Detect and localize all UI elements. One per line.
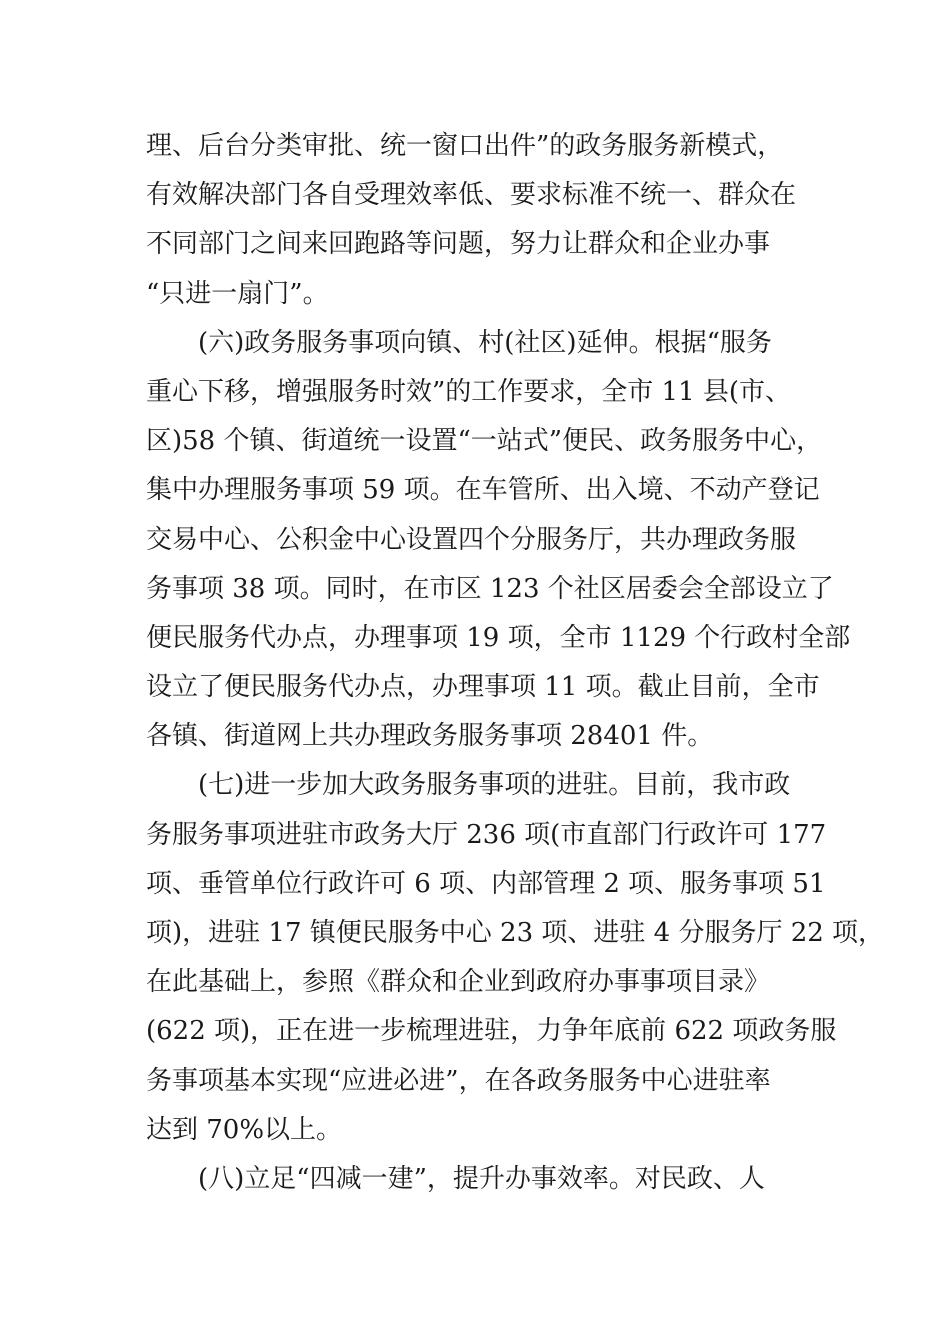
text-line: 设立了便民服务代办点，办理事项 11 项。截止目前，全市: [146, 672, 820, 703]
text-line: 务事项 38 项。同时，在市区 123 个社区居委会全部设立了: [146, 573, 834, 604]
text-line: 便民服务代办点，办理事项 19 项，全市 1129 个行政村全部: [146, 622, 851, 653]
section-heading-line: (八)立足“四减一建”，提升办事效率。对民政、人: [198, 1163, 765, 1194]
text-line: 达到 70%以上。: [146, 1114, 343, 1145]
text-line: 不同部门之间来回跑路等问题，努力让群众和企业办事: [146, 229, 771, 260]
section-heading-line: (六)政务服务事项向镇、村(社区)延伸。根据“服务: [198, 327, 772, 358]
text-line: 集中办理服务事项 59 项。在车管所、出入境、不动产登记: [146, 475, 820, 506]
text-line: “只进一扇门”。: [146, 278, 329, 309]
text-line: 务服务事项进驻市政务大厅 236 项(市直部门行政许可 177: [146, 819, 827, 850]
text-line: 有效解决部门各自受理效率低、要求标准不统一、群众在: [146, 180, 797, 211]
text-line: 项)，进驻 17 镇便民服务中心 23 项、进驻 4 分服务厅 22 项，: [146, 918, 885, 948]
text-line: 各镇、街道网上共办理政务服务事项 28401 件。: [146, 721, 714, 752]
text-line: (622 项)，正在进一步梳理进驻，力争年底前 622 项政务服: [146, 1016, 837, 1047]
section-heading-line: (七)进一步加大政务服务事项的进驻。目前，我市政: [198, 770, 791, 801]
body-text: [146, 122, 885, 1204]
text-line: 区)58 个镇、街道统一设置“一站式”便民、政务服务中心，: [146, 426, 823, 457]
text-line: 重心下移，增强服务时效”的工作要求，全市 11 县(市、: [146, 376, 792, 407]
text-line: 项、垂管单位行政许可 6 项、内部管理 2 项、服务事项 51: [146, 868, 826, 899]
text-line: 在此基础上，参照《群众和企业到政府办事事项目录》: [146, 967, 771, 998]
text-line: 交易中心、公积金中心设置四个分服务厅，共办理政务服: [146, 524, 797, 555]
text-line: 理、后台分类审批、统一窗口出件”的政务服务新模式，: [146, 131, 784, 161]
text-line: 务事项基本实现“应进必进”，在各政务服务中心进驻率: [146, 1065, 771, 1096]
